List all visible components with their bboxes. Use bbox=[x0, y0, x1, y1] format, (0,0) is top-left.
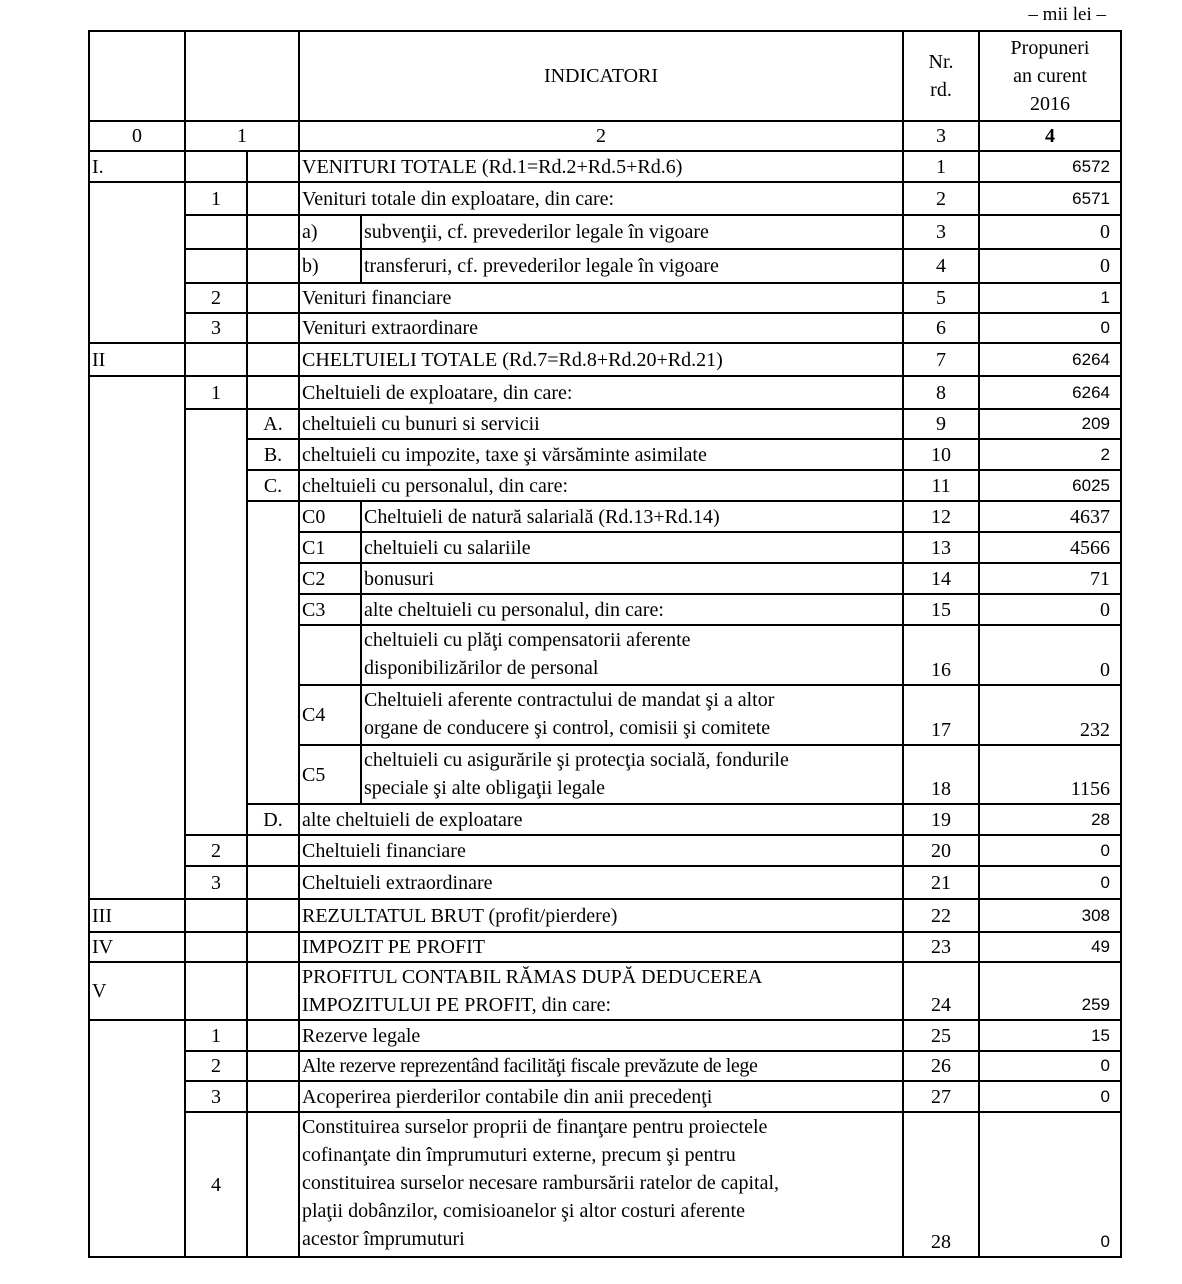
table-row bbox=[89, 439, 1121, 470]
row-roman: III bbox=[89, 899, 185, 932]
row-nr: 19 bbox=[903, 804, 979, 835]
row-label: Constituirea surselor proprii de finanţare pentru proiectele cofinanţate din împrumuturi externe, precum şi pentru constituirea surselor necesare rambursării ratelor de capital, plaţii dobânzilor, comisioanelor şi altor costuri aferente acestor împrumuturi bbox=[299, 1112, 903, 1257]
table-row bbox=[89, 409, 1121, 439]
row-label: cheltuieli cu plăţi compensatorii aferente disponibilizărilor de personal bbox=[361, 625, 903, 685]
table-row bbox=[89, 563, 1121, 594]
header-row bbox=[89, 31, 1121, 121]
header-indicatori: INDICATORI bbox=[299, 31, 903, 121]
table-row bbox=[89, 625, 1121, 685]
row-label: Cheltuieli aferente contractului de mandat şi a altor organe de conducere şi control, comisii şi comitete bbox=[361, 685, 903, 745]
row-label: cheltuieli cu salariile bbox=[361, 532, 903, 563]
table-row bbox=[89, 745, 1121, 804]
row-nr: 26 bbox=[903, 1051, 979, 1081]
row-value: 209 bbox=[979, 409, 1121, 439]
row-label: REZULTATUL BRUT (profit/pierdere) bbox=[299, 899, 903, 932]
row-letter: D. bbox=[247, 804, 299, 835]
table-row bbox=[89, 1051, 1121, 1081]
row-value: 0 bbox=[979, 313, 1121, 343]
row-label: Cheltuieli de exploatare, din care: bbox=[299, 376, 903, 409]
row-value: 6025 bbox=[979, 470, 1121, 501]
row-nr: 20 bbox=[903, 835, 979, 866]
row-nr: 28 bbox=[903, 1112, 979, 1257]
table-row bbox=[89, 313, 1121, 343]
row-label: cheltuieli cu personalul, din care: bbox=[299, 470, 903, 501]
table-row bbox=[89, 1020, 1121, 1051]
row-value: 232 bbox=[979, 685, 1121, 745]
row-number: 3 bbox=[185, 313, 247, 343]
table-row bbox=[89, 932, 1121, 962]
row-number: 1 bbox=[185, 376, 247, 409]
row-nr: 15 bbox=[903, 594, 979, 625]
col-index-3: 3 bbox=[903, 121, 979, 151]
row-value: 0 bbox=[979, 625, 1121, 685]
header-propuneri: Propuneri an curent 2016 bbox=[979, 31, 1121, 121]
row-roman: V bbox=[89, 962, 185, 1020]
row-code: a) bbox=[299, 215, 361, 249]
table-row bbox=[89, 835, 1121, 866]
row-number: 4 bbox=[185, 1112, 247, 1257]
table-row bbox=[89, 376, 1121, 409]
row-nr: 21 bbox=[903, 866, 979, 899]
row-label: bonusuri bbox=[361, 563, 903, 594]
row-label: subvenţii, cf. prevederilor legale în vigoare bbox=[361, 215, 903, 249]
col-index-2: 2 bbox=[299, 121, 903, 151]
table-row bbox=[89, 1112, 1121, 1257]
row-nr: 2 bbox=[903, 182, 979, 215]
table-row bbox=[89, 804, 1121, 835]
row-number: 2 bbox=[185, 283, 247, 313]
row-code: C4 bbox=[299, 685, 361, 745]
table-row bbox=[89, 182, 1121, 215]
row-value: 71 bbox=[979, 563, 1121, 594]
table-row bbox=[89, 283, 1121, 313]
row-label: cheltuieli cu asigurările şi protecţia socială, fondurile speciale şi alte obligaţii legale bbox=[361, 745, 903, 804]
row-label: alte cheltuieli cu personalul, din care: bbox=[361, 594, 903, 625]
unit-note: – mii lei – bbox=[1028, 4, 1106, 25]
table-row bbox=[89, 215, 1121, 249]
row-letter: B. bbox=[247, 439, 299, 470]
row-nr: 13 bbox=[903, 532, 979, 563]
col-index-4: 4 bbox=[979, 121, 1121, 151]
table-row bbox=[89, 594, 1121, 625]
row-value: 4637 bbox=[979, 501, 1121, 532]
row-value: 6572 bbox=[979, 151, 1121, 182]
row-label: PROFITUL CONTABIL RĂMAS DUPĂ DEDUCEREA IMPOZITULUI PE PROFIT, din care: bbox=[299, 962, 903, 1020]
row-nr: 5 bbox=[903, 283, 979, 313]
row-value: 6264 bbox=[979, 376, 1121, 409]
row-label: Venituri totale din exploatare, din care: bbox=[299, 182, 903, 215]
col-index-1: 1 bbox=[185, 121, 299, 151]
row-nr: 1 bbox=[903, 151, 979, 182]
row-label: transferuri, cf. prevederilor legale în vigoare bbox=[361, 249, 903, 283]
table-row bbox=[89, 343, 1121, 376]
row-nr: 10 bbox=[903, 439, 979, 470]
row-value: 49 bbox=[979, 932, 1121, 962]
row-nr: 27 bbox=[903, 1081, 979, 1112]
row-value: 1156 bbox=[979, 745, 1121, 804]
row-label: cheltuieli cu impozite, taxe şi vărsăminte asimilate bbox=[299, 439, 903, 470]
row-nr: 8 bbox=[903, 376, 979, 409]
row-number: 1 bbox=[185, 182, 247, 215]
row-nr: 18 bbox=[903, 745, 979, 804]
row-value: 0 bbox=[979, 866, 1121, 899]
row-number: 3 bbox=[185, 1081, 247, 1112]
table-row bbox=[89, 685, 1121, 745]
row-value: 0 bbox=[979, 1112, 1121, 1257]
table-row bbox=[89, 249, 1121, 283]
row-code: b) bbox=[299, 249, 361, 283]
row-roman: I. bbox=[89, 151, 185, 182]
row-nr: 9 bbox=[903, 409, 979, 439]
row-value: 2 bbox=[979, 439, 1121, 470]
row-value: 259 bbox=[979, 962, 1121, 1020]
column-number-row bbox=[89, 121, 1121, 151]
row-code: C3 bbox=[299, 594, 361, 625]
row-label: Cheltuieli financiare bbox=[299, 835, 903, 866]
row-value: 0 bbox=[979, 249, 1121, 283]
row-nr: 14 bbox=[903, 563, 979, 594]
table-row bbox=[89, 899, 1121, 932]
row-code: C5 bbox=[299, 745, 361, 804]
row-label: Acoperirea pierderilor contabile din anii precedenţi bbox=[299, 1081, 903, 1112]
row-number: 2 bbox=[185, 1051, 247, 1081]
row-label: cheltuieli cu bunuri si servicii bbox=[299, 409, 903, 439]
row-value: 6571 bbox=[979, 182, 1121, 215]
row-label: CHELTUIELI TOTALE (Rd.7=Rd.8+Rd.20+Rd.21) bbox=[299, 343, 903, 376]
table-row bbox=[89, 470, 1121, 501]
row-number: 1 bbox=[185, 1020, 247, 1051]
row-value: 0 bbox=[979, 215, 1121, 249]
row-nr: 3 bbox=[903, 215, 979, 249]
row-label: IMPOZIT PE PROFIT bbox=[299, 932, 903, 962]
col-index-0: 0 bbox=[89, 121, 185, 151]
row-nr: 24 bbox=[903, 962, 979, 1020]
table-row bbox=[89, 866, 1121, 899]
row-value: 0 bbox=[979, 594, 1121, 625]
row-roman: II bbox=[89, 343, 185, 376]
row-nr: 23 bbox=[903, 932, 979, 962]
row-value: 15 bbox=[979, 1020, 1121, 1051]
row-label: Cheltuieli de natură salarială (Rd.13+Rd.14) bbox=[361, 501, 903, 532]
row-label: VENITURI TOTALE (Rd.1=Rd.2+Rd.5+Rd.6) bbox=[299, 151, 903, 182]
row-number: 3 bbox=[185, 866, 247, 899]
row-letter: A. bbox=[247, 409, 299, 439]
row-nr: 11 bbox=[903, 470, 979, 501]
row-nr: 4 bbox=[903, 249, 979, 283]
row-value: 4566 bbox=[979, 532, 1121, 563]
row-nr: 12 bbox=[903, 501, 979, 532]
budget-table bbox=[88, 30, 1122, 1258]
row-nr: 25 bbox=[903, 1020, 979, 1051]
row-label: alte cheltuieli de exploatare bbox=[299, 804, 903, 835]
row-nr: 6 bbox=[903, 313, 979, 343]
row-letter: C. bbox=[247, 470, 299, 501]
table-row bbox=[89, 532, 1121, 563]
table-row bbox=[89, 151, 1121, 182]
row-nr: 7 bbox=[903, 343, 979, 376]
row-value: 28 bbox=[979, 804, 1121, 835]
row-label: Cheltuieli extraordinare bbox=[299, 866, 903, 899]
row-label: Alte rezerve reprezentând facilităţi fiscale prevăzute de lege bbox=[299, 1051, 903, 1081]
row-number: 2 bbox=[185, 835, 247, 866]
row-value: 6264 bbox=[979, 343, 1121, 376]
row-code: C1 bbox=[299, 532, 361, 563]
table-row bbox=[89, 501, 1121, 532]
row-value: 308 bbox=[979, 899, 1121, 932]
row-nr: 16 bbox=[903, 625, 979, 685]
row-value: 1 bbox=[979, 283, 1121, 313]
table-row bbox=[89, 1081, 1121, 1112]
table-row bbox=[89, 962, 1121, 1020]
row-label: Rezerve legale bbox=[299, 1020, 903, 1051]
row-value: 0 bbox=[979, 1051, 1121, 1081]
row-label: Venituri financiare bbox=[299, 283, 903, 313]
row-roman: IV bbox=[89, 932, 185, 962]
row-nr: 17 bbox=[903, 685, 979, 745]
header-nr-rd: Nr. rd. bbox=[903, 31, 979, 121]
row-code: C2 bbox=[299, 563, 361, 594]
row-value: 0 bbox=[979, 835, 1121, 866]
row-value: 0 bbox=[979, 1081, 1121, 1112]
row-nr: 22 bbox=[903, 899, 979, 932]
row-code: C0 bbox=[299, 501, 361, 532]
row-label: Venituri extraordinare bbox=[299, 313, 903, 343]
